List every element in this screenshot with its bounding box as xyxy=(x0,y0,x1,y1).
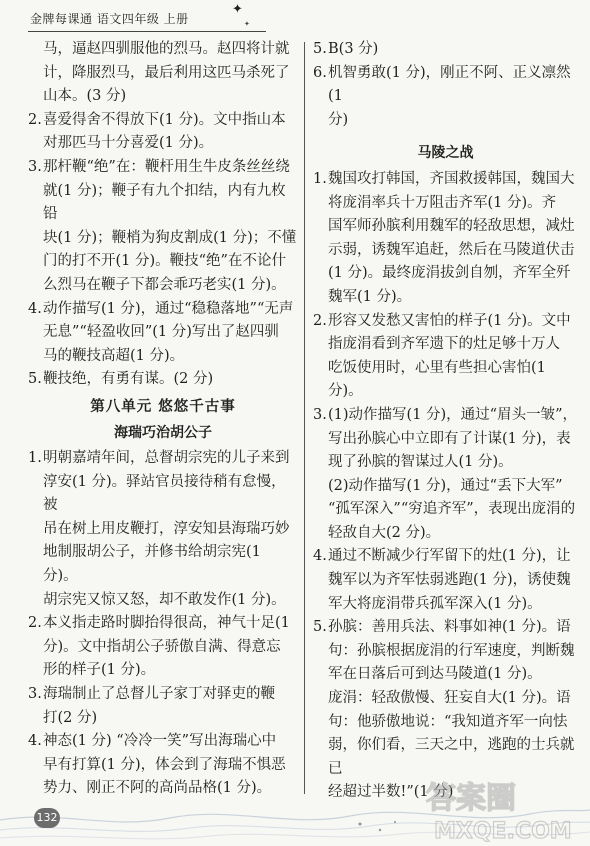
answer-line: 那杆鞭“绝”在：鞭杆用生牛皮条丝丝绕 xyxy=(43,158,290,175)
answer-number: 1. xyxy=(28,450,42,467)
answer-line: 形容又发愁又害怕的样子(1 分)。文中 xyxy=(328,312,571,329)
answer-line: 淳安(1 分)。驿站官员接待稍有怠慢，被 xyxy=(43,473,286,514)
answer-line: 门的打不开(1 分)。鞭技“绝”在不论什 xyxy=(43,253,286,270)
answer-line: 明朝嘉靖年间，总督胡宗宪的儿子来到 xyxy=(43,450,290,467)
answer-line: 山本。(3 分) xyxy=(43,88,127,105)
answer-line: 国军师孙膑利用魏军的轻敌思想，减灶 xyxy=(328,218,575,235)
answer-line: 魏国攻打韩国，齐国救援韩国，魏国大 xyxy=(328,170,575,187)
answer-line: (2)动作描写(1 分)，通过“丢下大军” xyxy=(328,477,563,494)
watermark-logo xyxy=(420,772,580,846)
answer-item xyxy=(28,109,298,156)
answer-line: 计，降服烈马，最后利用这匹马杀死了 xyxy=(43,64,290,81)
left-column xyxy=(28,38,298,801)
answer-line: 形的样子(1 分)。 xyxy=(43,662,156,679)
answer-line: 就(1 分)；鞭子有九个扣结，内有九枚铅 xyxy=(43,182,286,223)
header-title: 金牌每课通 语文四年级 上册 xyxy=(30,12,189,26)
answer-line: 弱，你们看，三天之中，逃跑的士兵就已 xyxy=(328,737,575,777)
answer-number: 3. xyxy=(313,406,327,423)
answer-line: 分) xyxy=(328,111,349,128)
answer-item xyxy=(313,616,578,687)
answer-line: 无息”“轻盈收回”(1 分)写出了赵四驯 xyxy=(43,324,279,341)
answer-number: 4. xyxy=(313,548,327,565)
header-divider xyxy=(28,31,266,32)
answer-line: 鞭技绝，有勇有谋。(2 分) xyxy=(43,371,214,388)
answer-number: 4. xyxy=(28,300,42,317)
answer-item xyxy=(28,683,298,730)
lesson-title: 海瑞巧治胡公子 xyxy=(114,424,212,441)
answer-number: 6. xyxy=(313,64,327,81)
answer-line: 句：他骄傲地说：“我知道齐军一向怯 xyxy=(328,713,568,730)
answer-line: 地制服胡公子，并修书给胡宗宪(1 分)。 xyxy=(43,544,261,585)
answer-line: 吊在树上用皮鞭打，淳安知县海瑞巧妙 xyxy=(43,520,290,537)
answer-line: 打(2 分) xyxy=(43,709,98,726)
right-column xyxy=(313,38,578,805)
answer-item xyxy=(313,404,578,475)
answer-line: 喜爱得舍不得放下(1 分)。文中指山本 xyxy=(43,111,286,128)
answer-item xyxy=(313,168,578,310)
answer-line: B(3 分) xyxy=(328,41,379,57)
answer-line: 吃饭使用时，心里有些担心害怕(1 分)。 xyxy=(328,359,546,400)
answer-line: 写出孙膑心中立即有了计谋(1 分)，表 xyxy=(328,430,571,447)
answer-item xyxy=(28,156,298,298)
answer-number: 5. xyxy=(28,371,42,388)
answer-number: 2. xyxy=(28,111,42,128)
answer-line: 对那匹马十分喜爱(1 分)。 xyxy=(43,135,214,152)
answer-line: 孙膑：善用兵法、料事如神(1 分)。语 xyxy=(328,619,571,636)
svg-text:MXQE.COM: MXQE.COM xyxy=(434,819,572,844)
spacer xyxy=(313,132,578,142)
answer-line: 庞涓：轻敌傲慢、狂妄自大(1 分)。语 xyxy=(328,690,571,707)
answer-number: 2. xyxy=(28,615,42,632)
answer-line: 经超过半数!”(1 分) xyxy=(328,784,454,801)
answer-line: 早有打算(1 分)，体会到了海瑞不惧恶 xyxy=(43,756,286,773)
answer-item xyxy=(28,447,298,612)
page-header xyxy=(0,0,590,40)
answer-number: 5. xyxy=(313,41,327,57)
answer-line: 魏军(1 分)。 xyxy=(328,288,412,305)
answer-number: 1. xyxy=(313,170,327,187)
answer-line: 马的鞭技高超(1 分)。 xyxy=(43,347,185,364)
answer-line: 么烈马在鞭子下都会乖巧老实(1 分)。 xyxy=(43,276,286,293)
answer-number: 4. xyxy=(28,733,42,750)
answer-number: 3. xyxy=(28,686,42,703)
sparkle-small-icon: ✦ xyxy=(244,20,250,28)
answer-line: 通过不断减少行军留下的灶(1 分)，让 xyxy=(328,548,571,565)
page-number: 132 xyxy=(34,808,60,828)
answer-line: 势力、刚正不阿的高尚品格(1 分)。 xyxy=(43,780,272,797)
answer-number: 5. xyxy=(313,619,327,636)
answer-item xyxy=(313,62,578,133)
answer-line: “孤军深入”“穷追齐军”，表现出庞涓的 xyxy=(328,501,576,518)
answer-line: 胡宗宪又惊又怒，却不敢发作(1 分)。 xyxy=(43,591,286,608)
answer-line: (1 分)。最终庞涓拔剑自刎，齐军全歼 xyxy=(328,265,571,282)
answer-line: 军在日落后可到达马陵道(1 分)。 xyxy=(328,666,542,683)
answer-line: 神态(1 分) “冷冷一笑”写出海瑞心中 xyxy=(43,733,277,750)
answer-line: 指庞涓看到齐军遗下的灶足够十万人 xyxy=(328,336,560,353)
answer-line: 魏军以为齐军怯弱逃跑(1 分)，诱使魏 xyxy=(328,572,571,589)
answer-line: 轻敌自大(2 分)。 xyxy=(328,524,441,541)
answer-item xyxy=(28,612,298,683)
answer-number: 3. xyxy=(28,158,42,175)
answer-line: 军大将庞涓带兵孤军深入(1 分)。 xyxy=(328,595,542,612)
answer-item xyxy=(28,298,298,369)
answer-line: 将庞涓率兵十万阻击齐军(1 分)。齐 xyxy=(328,194,557,211)
answer-item xyxy=(313,38,578,62)
answer-item xyxy=(313,310,578,404)
answer-line: 现了孙膑的智谋过人(1 分)。 xyxy=(328,454,513,471)
sparkle-icon: ✦ xyxy=(232,2,243,17)
svg-text:答案圈: 答案圈 xyxy=(426,781,516,816)
lesson-title: 马陵之战 xyxy=(417,145,474,162)
answer-item xyxy=(313,545,578,616)
answer-line: 机智勇敢(1 分)，刚正不阿、正义凛然(1 xyxy=(328,64,571,105)
answer-item xyxy=(313,475,578,546)
answer-line: 动作描写(1 分)，通过“稳稳落地”“无声 xyxy=(43,300,294,317)
answer-line: 海瑞制止了总督儿子家丁对驿吏的鞭 xyxy=(43,686,275,703)
answer-line: 马，逼赵四驯服他的烈马。赵四将计就 xyxy=(43,41,290,57)
answer-number: 2. xyxy=(313,312,327,329)
column-divider xyxy=(304,42,305,794)
unit-heading: 第八单元 悠悠千古事 xyxy=(90,398,236,415)
answer-item xyxy=(28,368,298,392)
answer-line: 示弱，诱魏军追赶，然后在马陵道伏击 xyxy=(328,241,575,258)
answer-line: 分)。文中指胡公子骄傲自满、得意忘 xyxy=(43,638,281,655)
answer-line: 本义指走路时脚抬得很高，神气十足(1 xyxy=(43,615,290,632)
answer-line: 块(1 分)；鞭梢为狗皮割成(1 分)；不懂 xyxy=(43,229,297,246)
answer-line: (1)动作描写(1 分)，通过“眉头一皱”， xyxy=(328,406,578,423)
answer-line: 句：孙膑根据庞涓的行军速度，判断魏 xyxy=(328,642,575,659)
answer-item xyxy=(28,38,298,109)
